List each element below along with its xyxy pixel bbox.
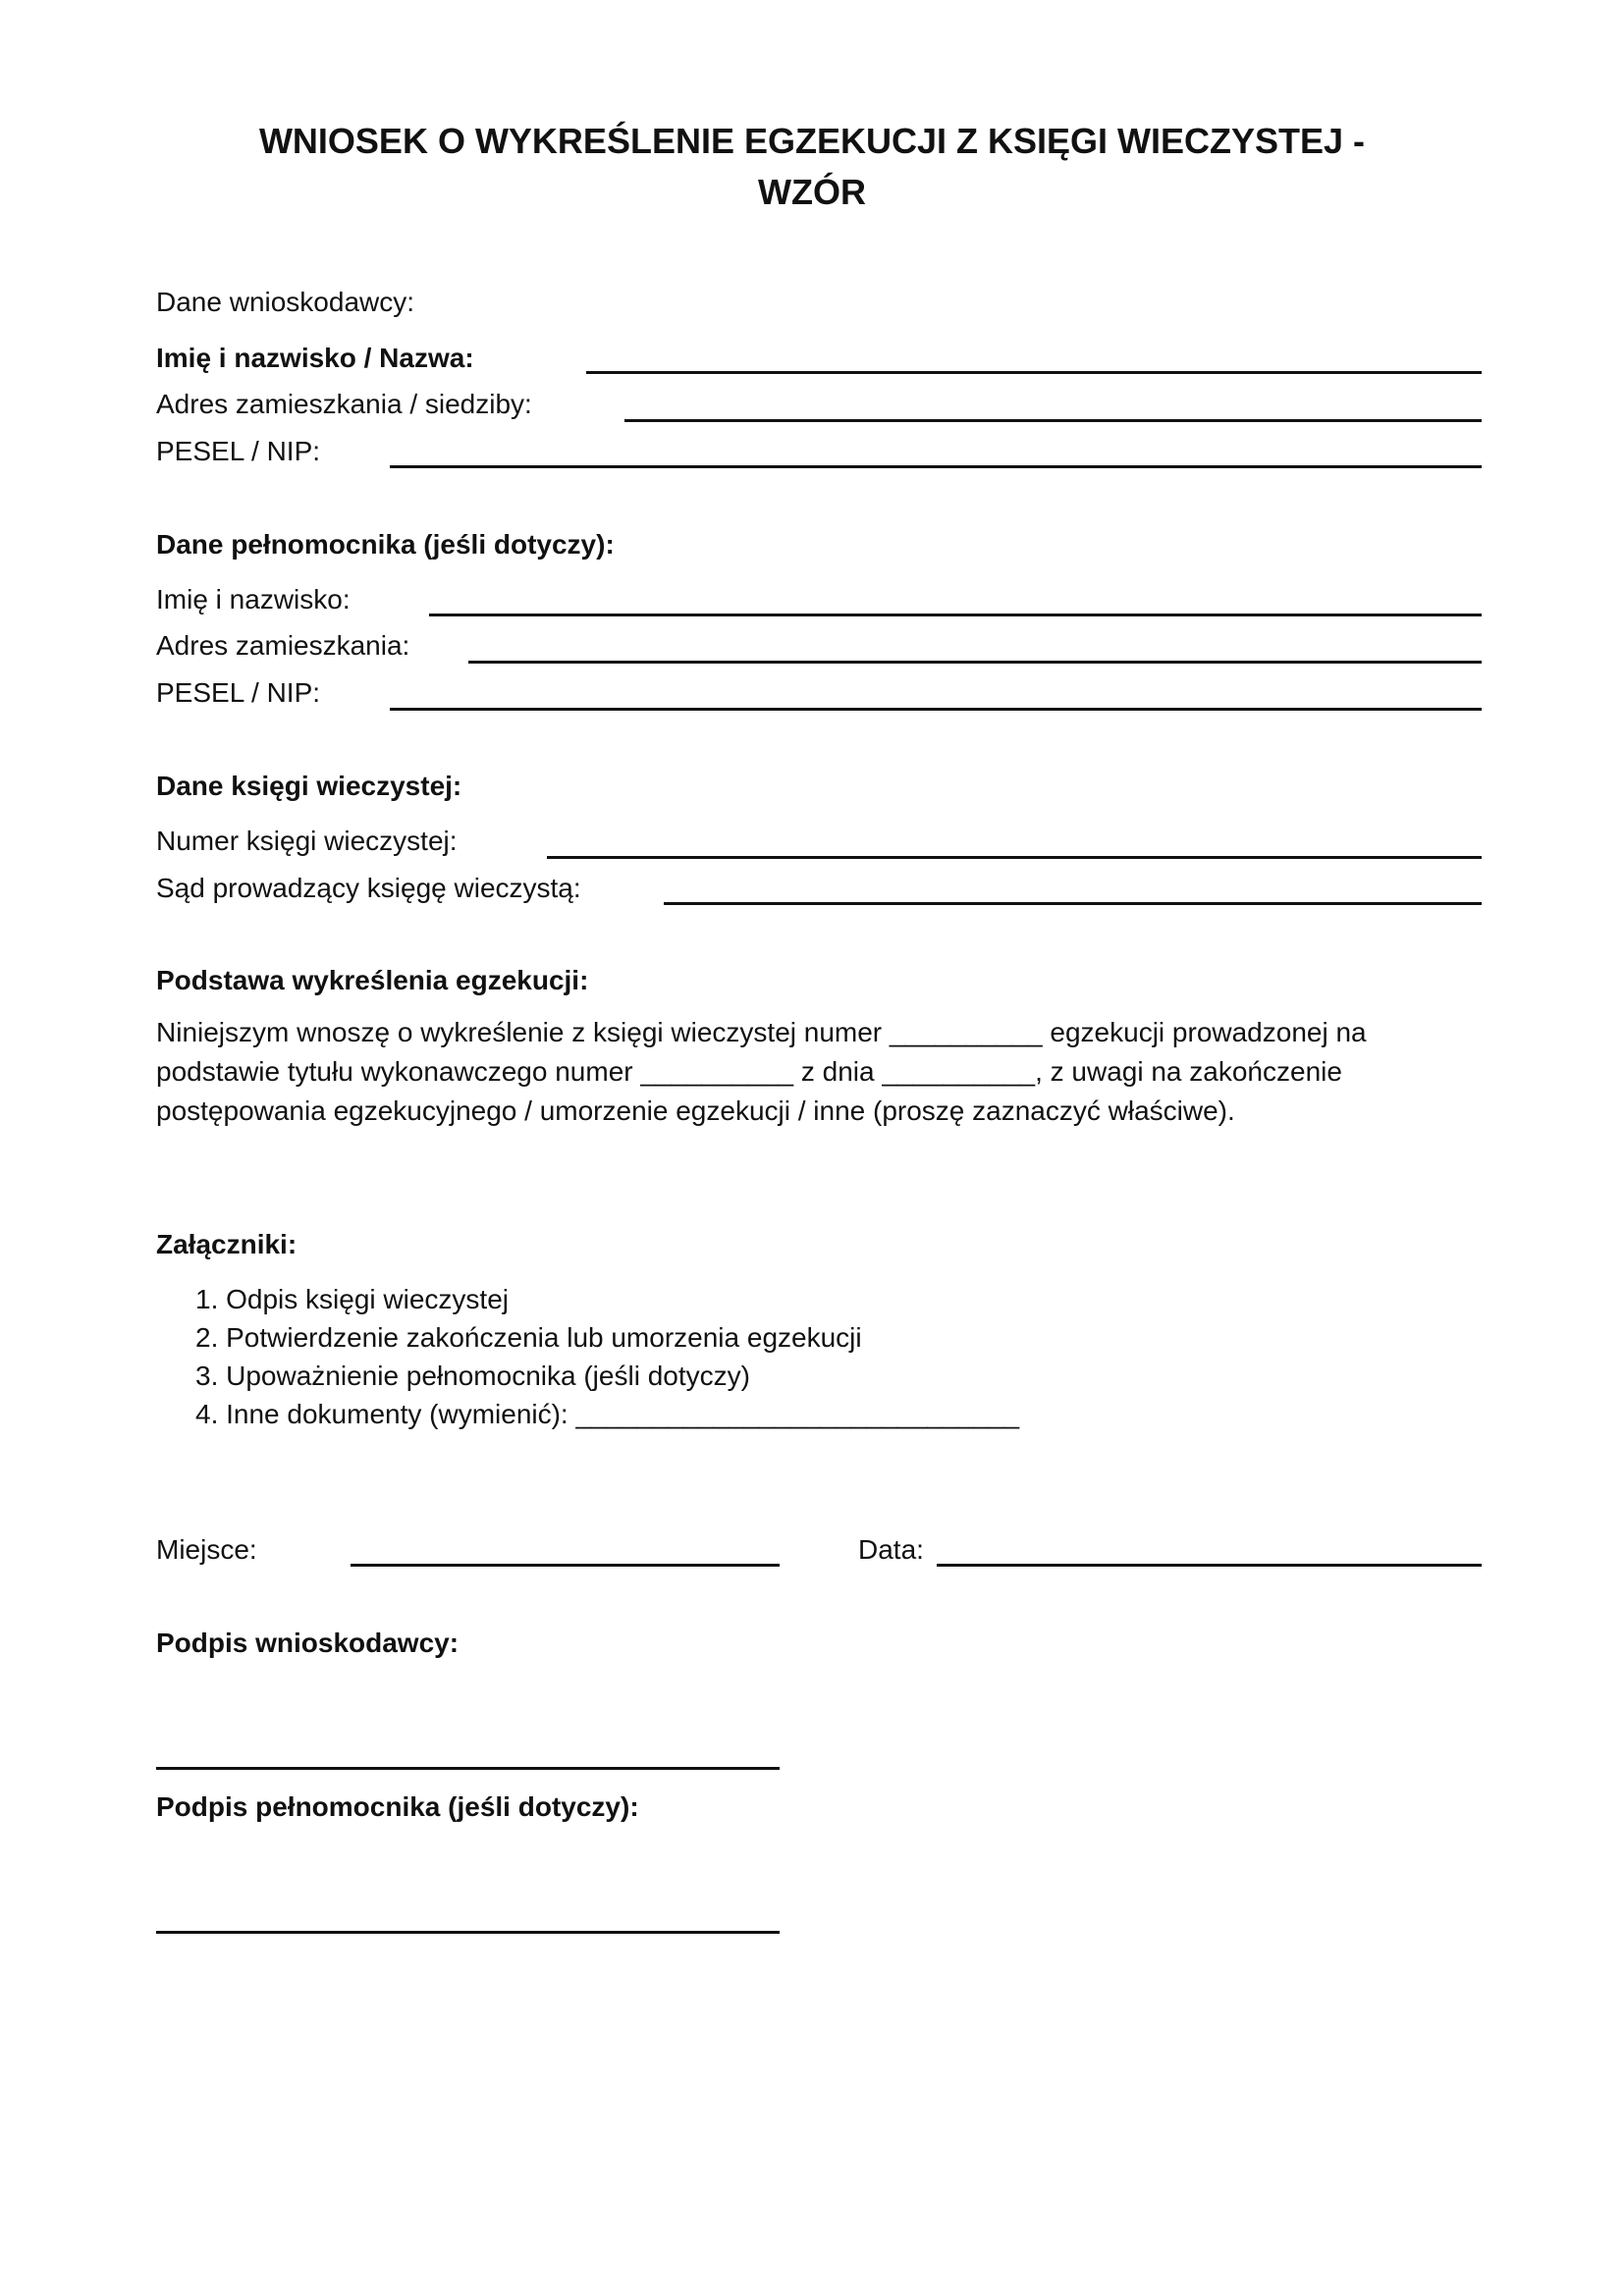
proxy-address-field[interactable] [468,661,1482,664]
basis-paragraph [156,1013,1367,1131]
proxy-heading: Dane pełnomocnika (jeśli dotyczy): [156,529,615,560]
date-label: Data: [858,1534,924,1565]
applicant-id-label: PESEL / NIP: [156,436,321,466]
applicant-id-field[interactable] [390,465,1482,468]
list-item: 1. Odpis księgi wieczystej [195,1284,510,1314]
land-register-court-label: Sąd prowadzący księgę wieczystą: [156,873,581,903]
place-field[interactable] [351,1564,780,1567]
place-label: Miejsce: [156,1534,257,1565]
applicant-address-field[interactable] [624,419,1482,422]
basis-line-1: Niniejszym wnoszę o wykreślenie z księgi wieczystej numer __________ egzekucji prowadzonej na [156,1017,1367,1047]
proxy-id-label: PESEL / NIP: [156,677,321,708]
land-register-heading: Dane księgi wieczystej: [156,771,462,801]
list-item: 3. Upoważnienie pełnomocnika (jeśli dotyczy) [195,1361,750,1391]
proxy-name-label: Imię i nazwisko: [156,584,351,614]
list-item: 4. Inne dokumenty (wymienić): _____________________________ [195,1399,1020,1429]
title-line-1: WNIOSEK O WYKREŚLENIE EGZEKUCJI Z KSIĘGI WIECZYSTEJ - [258,121,1366,161]
applicant-signature-label: Podpis wnioskodawcy: [156,1628,460,1658]
applicant-signature-field[interactable] [156,1767,780,1770]
proxy-id-field[interactable] [390,708,1482,711]
attachments-heading: Załączniki: [156,1229,298,1259]
list-item: 2. Potwierdzenie zakończenia lub umorzenia egzekucji [195,1322,862,1353]
basis-heading: Podstawa wykreślenia egzekucji: [156,965,589,995]
basis-line-2: podstawie tytułu wykonawczego numer __________ z dnia __________, z uwagi na zakończenie [156,1056,1342,1087]
proxy-signature-label: Podpis pełnomocnika (jeśli dotyczy): [156,1791,639,1822]
attachments-list [195,1280,1019,1433]
applicant-name-field[interactable] [586,371,1482,374]
applicant-address-label: Adres zamieszkania / siedziby: [156,389,532,419]
applicant-name-label: Imię i nazwisko / Nazwa: [156,343,474,373]
proxy-name-field[interactable] [429,614,1482,616]
land-register-number-label: Numer księgi wieczystej: [156,826,458,856]
applicant-heading: Dane wnioskodawcy: [156,287,415,317]
title-line-2: WZÓR [758,172,866,212]
land-register-number-field[interactable] [547,856,1482,859]
basis-line-3: postępowania egzekucyjnego / umorzenie egzekucji / inne (proszę zaznaczyć właściwe). [156,1095,1235,1126]
proxy-address-label: Adres zamieszkania: [156,630,410,661]
document-title [147,116,1477,218]
land-register-court-field[interactable] [664,902,1482,905]
proxy-signature-field[interactable] [156,1931,780,1934]
date-field[interactable] [937,1564,1482,1567]
